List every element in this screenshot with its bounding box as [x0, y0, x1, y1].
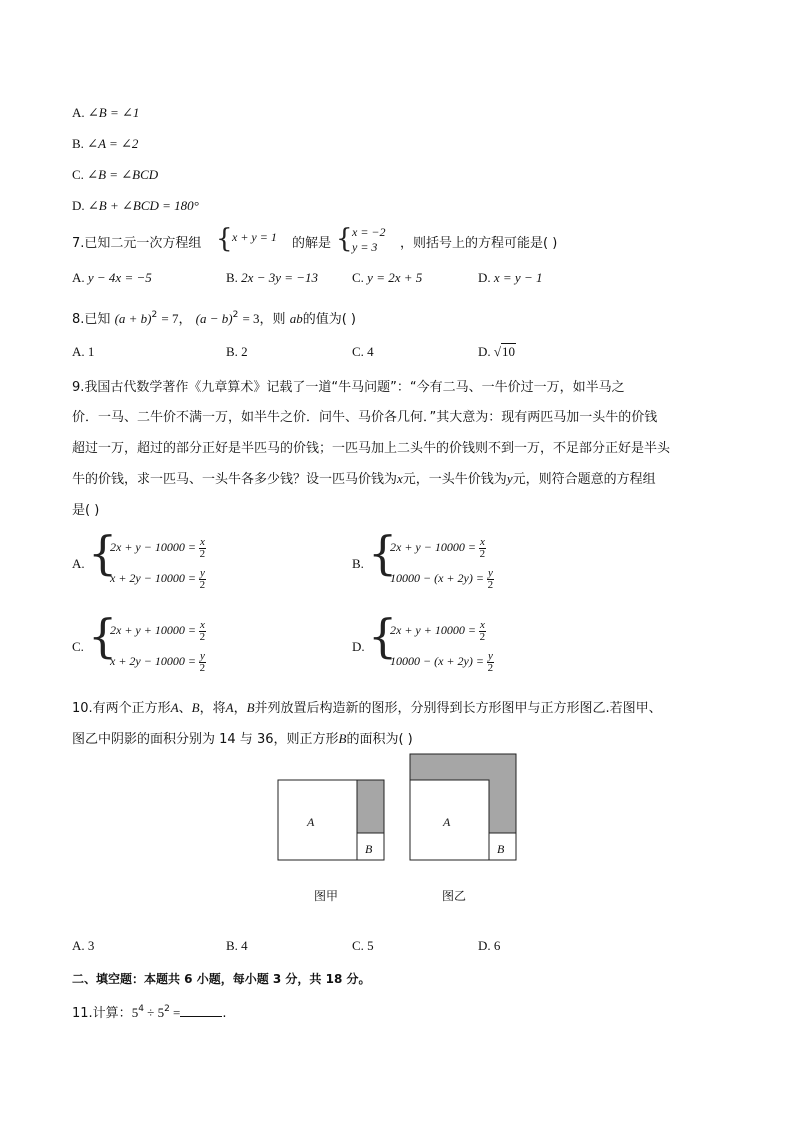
- q9-option-d-eq2: 10000 − (x + 2y) = $\frac{y}{2}$: [390, 649, 494, 674]
- q9-line-2: 价．一马、二牛价不满一万，如半牛之价．问牛、马价各几何．”其大意为：现有两匹马加一头牛的价钱: [72, 410, 658, 425]
- q9-option-b-brace: {: [368, 526, 398, 580]
- q9-option-a-eq2: x + 2y − 10000 = $\frac{y}{2}$: [110, 566, 206, 591]
- q7-stem: 7.已知二元一次方程组: [72, 236, 202, 251]
- q7-suffix: ，则括号上的方程可能是( ): [400, 236, 558, 251]
- q8-option-d: D. √10: [478, 344, 516, 359]
- q9-option-c-eq1: 2x + y + 10000 = $\frac{x}{2}$: [110, 618, 206, 643]
- q9-option-c-brace: {: [88, 609, 118, 663]
- q9-option-d-letter: D.: [352, 639, 365, 654]
- q7-sol1: x = −2: [352, 225, 386, 239]
- q9-option-a-letter: A.: [72, 556, 85, 571]
- section-2-heading: 二、填空题：本题共 6 小题，每小题 3 分，共 18 分。: [72, 972, 371, 986]
- q7-system: x + y = 1: [232, 230, 277, 244]
- q10-option-d: D. 6: [478, 938, 501, 953]
- q6-option-b: B. ∠A = ∠2: [72, 136, 139, 151]
- yi-label-a: A: [443, 815, 451, 829]
- q7-mid: 的解是: [292, 236, 332, 251]
- q8-stem: 8.已知 $(a + b)^2 = 7$， $(a - b)^2 = 3$，则 ab的值为( ): [72, 310, 356, 327]
- q9-option-d-eq1: 2x + y + 10000 = $\frac{x}{2}$: [390, 618, 486, 643]
- q7-option-c: C. y = 2x + 5: [352, 270, 423, 285]
- caption-yi: 图乙: [442, 889, 467, 903]
- q7-brace-left: {: [216, 224, 233, 254]
- jia-shaded: [357, 780, 384, 833]
- q7-option-b: B. 2x − 3y = −13: [226, 270, 319, 285]
- q9-option-b-eq1: 2x + y − 10000 = $\frac{x}{2}$: [390, 535, 486, 560]
- jia-label-b: B: [365, 842, 373, 856]
- q6-option-d: D. ∠B + ∠BCD = 180°: [72, 198, 199, 213]
- q9-option-d-brace: {: [368, 609, 398, 663]
- q9-option-c-eq2: x + 2y − 10000 = $\frac{y}{2}$: [110, 649, 206, 674]
- q9-line-5: 是( ): [72, 503, 100, 518]
- q10-option-a: A. 3: [72, 938, 95, 953]
- q8-option-c: C. 4: [352, 344, 374, 359]
- q8-option-b: B. 2: [226, 344, 248, 359]
- q10-option-c: C. 5: [352, 938, 374, 953]
- q7-option-a: A. y − 4x = −5: [72, 270, 152, 285]
- yi-label-b: B: [497, 842, 505, 856]
- q10-line-1: 10.有两个正方形A、B，将A，B并列放置后构造新的图形，分别得到长方形图甲与正方形图乙.若图甲、: [72, 700, 662, 716]
- q10-option-b: B. 4: [226, 938, 248, 953]
- q9-option-b-letter: B.: [352, 556, 364, 571]
- q9-option-a-brace: {: [88, 526, 118, 580]
- q11-answer-blank[interactable]: [180, 1005, 222, 1017]
- q7-sol2: y = 3: [352, 240, 378, 254]
- q10-line-2: 图乙中阴影的面积分别为 14 与 36，则正方形B的面积为( ): [72, 731, 413, 747]
- q9-option-a-eq1: 2x + y − 10000 = $\frac{x}{2}$: [110, 535, 206, 560]
- jia-label-a: A: [307, 815, 315, 829]
- q8-option-a: A. 1: [72, 344, 95, 359]
- q11-stem: 11.计算：$5^4 \div 5^2$ = .: [72, 1004, 227, 1021]
- q9-option-c-letter: C.: [72, 639, 84, 654]
- q9-line-4: 牛的价钱，求一匹马、一头牛各多少钱？设一匹马价钱为x元，一头牛价钱为y元，则符合题意的方程组: [72, 471, 656, 487]
- q7-brace-right: {: [336, 224, 353, 254]
- q9-option-b-eq2: 10000 − (x + 2y) = $\frac{y}{2}$: [390, 566, 494, 591]
- q9-line-1: 9.我国古代数学著作《九章算术》记载了一道“牛马问题”：“今有二马、一牛价过一万，如半马之: [72, 380, 625, 395]
- q6-option-c: C. ∠B = ∠BCD: [72, 167, 159, 182]
- q6-option-a: A. ∠B = ∠1: [72, 105, 140, 120]
- q7-option-d: D. x = y − 1: [478, 270, 543, 285]
- caption-jia: 图甲: [314, 889, 339, 903]
- q9-line-3: 超过一万，超过的部分正好是半匹马的价钱；一匹马加上二头牛的价钱则不到一万，不足部分正好是半头: [72, 441, 671, 456]
